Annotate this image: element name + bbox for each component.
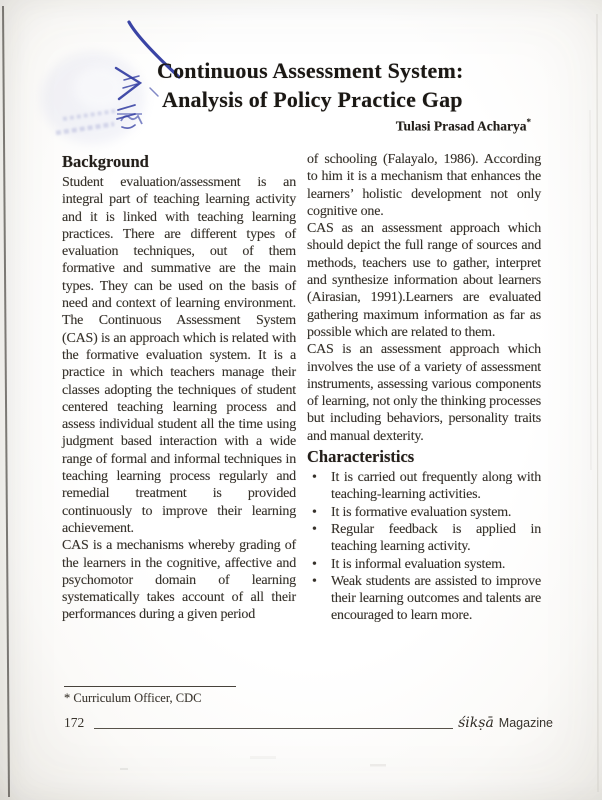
article-body <box>62 151 542 625</box>
footer-rule <box>94 727 453 729</box>
journal-suffix: Magazine <box>498 716 553 730</box>
footnote-divider <box>64 686 236 687</box>
list-item <box>307 573 541 625</box>
list-item <box>307 556 541 573</box>
list-item <box>307 521 541 556</box>
left-column <box>62 151 296 625</box>
page-number: 172 <box>64 715 85 730</box>
characteristics-heading: Characteristics <box>307 447 415 467</box>
article-title-line1: Continuous Assessment System: <box>157 58 464 83</box>
body-paragraph-2: CAS as an assessment approach which should depict the full range of sources and methods, teachers use to gather, interpret and synthesize information about learners (Airasian, 1991).Learners are evaluated gathering maximum information as far as possible which are related to them. <box>307 221 541 340</box>
article-title <box>157 56 464 114</box>
list-item-text: It is formative evaluation system. <box>331 504 512 520</box>
list-item-text: Regular feedback is applied in teaching learning activity. <box>331 521 541 555</box>
footnote-text: * Curriculum Officer, CDC <box>64 691 202 705</box>
author-footnote-marker: * <box>526 117 531 127</box>
author-name: Tulasi Prasad Acharya <box>395 118 527 134</box>
list-item-text: It is informal evaluation system. <box>331 556 506 572</box>
bullet-marker: • <box>312 470 317 486</box>
list-item <box>307 469 541 504</box>
bullet-marker: • <box>312 521 317 537</box>
characteristics-list <box>307 469 541 625</box>
bullet-marker: • <box>312 556 317 572</box>
author-byline <box>396 117 531 135</box>
body-paragraph-3: CAS is an assessment approach which involves the use of a variety of assessment instruments, assessing various components of learning, not only the thinking processes but including behaviors, personality traits and manual dexterity. <box>307 342 541 444</box>
scan-smudge <box>120 756 386 770</box>
journal-name: śikṣā <box>458 715 494 731</box>
ink-stamp-icon <box>41 52 145 144</box>
list-item-text: It is carried out frequently along with teaching-learning activities. <box>331 470 541 503</box>
body-paragraph-1: of schooling (Falayalo, 1986). According to him it is a mechanism that enhances the learners’ holistic development not only cognitive one. <box>307 152 541 219</box>
list-item <box>307 504 541 521</box>
article-title-line2: Analysis of Policy Practice Gap <box>162 87 463 112</box>
background-heading: Background <box>62 152 149 171</box>
background-paragraph-2: CAS is a mechanisms whereby grading of the learners in the cognitive, affective and psychomotor domain of learning systematically takes account of all their performances during a given period <box>62 538 296 623</box>
page-footer <box>64 715 553 731</box>
list-item-text: Weak students are assisted to improve their learning outcomes and talents are encouraged to learn more. <box>331 573 541 624</box>
right-column <box>307 151 541 625</box>
background-paragraph-1: Student evaluation/assessment is an integral part of teaching learning activity and it is linked with teaching learning practices. There are different types of evaluation techniques, out of them formative and summative are the main types. They can be used on the basis of need and context of learning environment. The Continuous Assessment System (CAS) is an approach which is related with the formative evaluation system. It is a practice in which teachers manage their classes adopting the techniques of student centered teaching learning process and assess individual student all the time using judgment based interaction with a wide range of formal and informal techniques in teaching learning process regularly and remedial treatment is provided continuously to improve their learning achievement. <box>62 175 296 536</box>
bullet-marker: • <box>312 573 317 589</box>
bullet-marker: • <box>312 504 317 520</box>
